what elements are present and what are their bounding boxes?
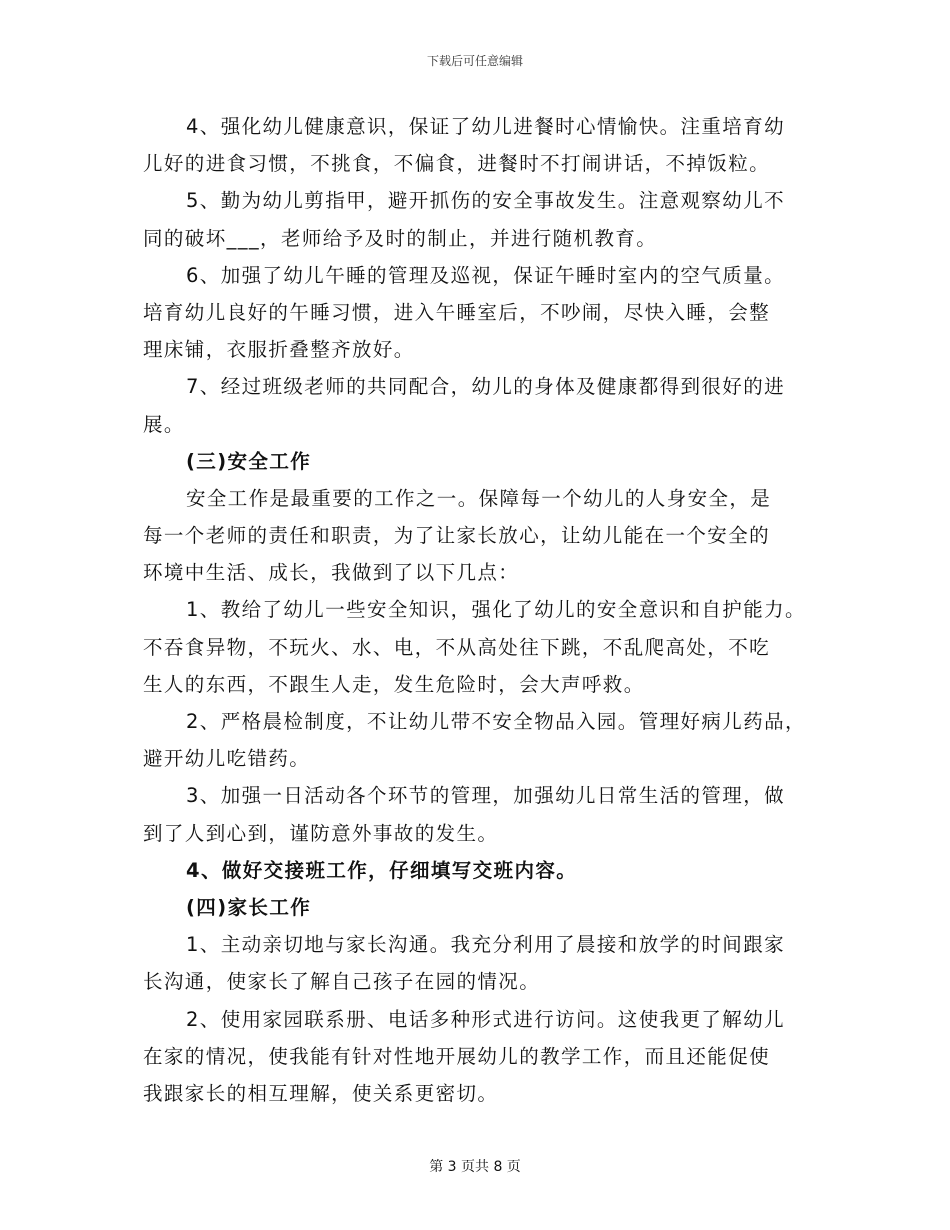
text-line: 2、严格晨检制度，不让幼儿带不安全物品入园。管理好病儿药品， bbox=[186, 710, 806, 733]
text-line: 避开幼儿吃错药。 bbox=[143, 747, 311, 771]
text-line: 3、加强一日活动各个环节的管理，加强幼儿日常生活的管理，做 bbox=[186, 784, 786, 808]
text-line: 在家的情况，使我能有针对性地开展幼儿的教学工作，而且还能促使 bbox=[143, 1044, 771, 1068]
page-header-note: 下载后可任意编辑 bbox=[426, 54, 523, 68]
text-line: 每一个老师的责任和职责，为了让家长放心，让幼儿能在一个安全的 bbox=[143, 524, 771, 548]
section-heading: (四)家长工作 bbox=[186, 895, 312, 919]
text-line: 不吞食异物，不玩火、水、电，不从高处往下跳，不乱爬高处，不吃 bbox=[143, 635, 771, 659]
text-line: 7、经过班级老师的共同配合，幼儿的身体及健康都得到很好的进 bbox=[186, 375, 786, 399]
text-line: 安全工作是最重要的工作之一。保障每一个幼儿的人身安全，是 bbox=[186, 486, 772, 510]
text-line: 儿好的进食习惯，不挑食，不偏食，进餐时不打闹讲话，不掉饭粒。 bbox=[143, 152, 771, 176]
text-line: 1、主动亲切地与家长沟通。我充分利用了晨接和放学的时间跟家 bbox=[186, 933, 786, 957]
document-body bbox=[143, 108, 823, 1112]
page-number: 第 3 页共 8 页 bbox=[429, 1159, 521, 1175]
text-line: 6、加强了幼儿午睡的管理及巡视，保证午睡时室内的空气质量。 bbox=[186, 263, 786, 287]
text-line: 生人的东西，不跟生人走，发生危险时，会大声呼救。 bbox=[143, 672, 645, 696]
text-line: 到了人到心到，谨防意外事故的发生。 bbox=[143, 821, 499, 845]
text-line: 2、使用家园联系册、电话多种形式进行访问。这使我更了解幼儿 bbox=[186, 1007, 786, 1031]
section-heading: (三)安全工作 bbox=[186, 449, 312, 473]
text-line: 展。 bbox=[143, 412, 185, 436]
text-line: 环境中生活、成长，我做到了以下几点： bbox=[143, 561, 520, 585]
text-line: 理床铺，衣服折叠整齐放好。 bbox=[143, 338, 415, 362]
text-line: 5、勤为幼儿剪指甲，避开抓伤的安全事故发生。注意观察幼儿不 bbox=[186, 189, 786, 213]
text-line: 培育幼儿良好的午睡习惯，进入午睡室后，不吵闹，尽快入睡，会整 bbox=[143, 300, 771, 324]
text-line: 同的破坏___，老师给予及时的制止，并进行随机教育。 bbox=[143, 226, 658, 250]
text-line: 长沟通，使家长了解自己孩子在园的情况。 bbox=[143, 970, 541, 994]
text-line: 4、强化幼儿健康意识，保证了幼儿进餐时心情愉快。注重培育幼 bbox=[186, 115, 786, 138]
section-heading: 4、做好交接班工作，仔细填写交班内容。 bbox=[186, 858, 578, 882]
text-line: 1、教给了幼儿一些安全知识，强化了幼儿的安全意识和自护能力。 bbox=[186, 598, 806, 622]
text-line: 我跟家长的相互理解，使关系更密切。 bbox=[143, 1081, 499, 1105]
